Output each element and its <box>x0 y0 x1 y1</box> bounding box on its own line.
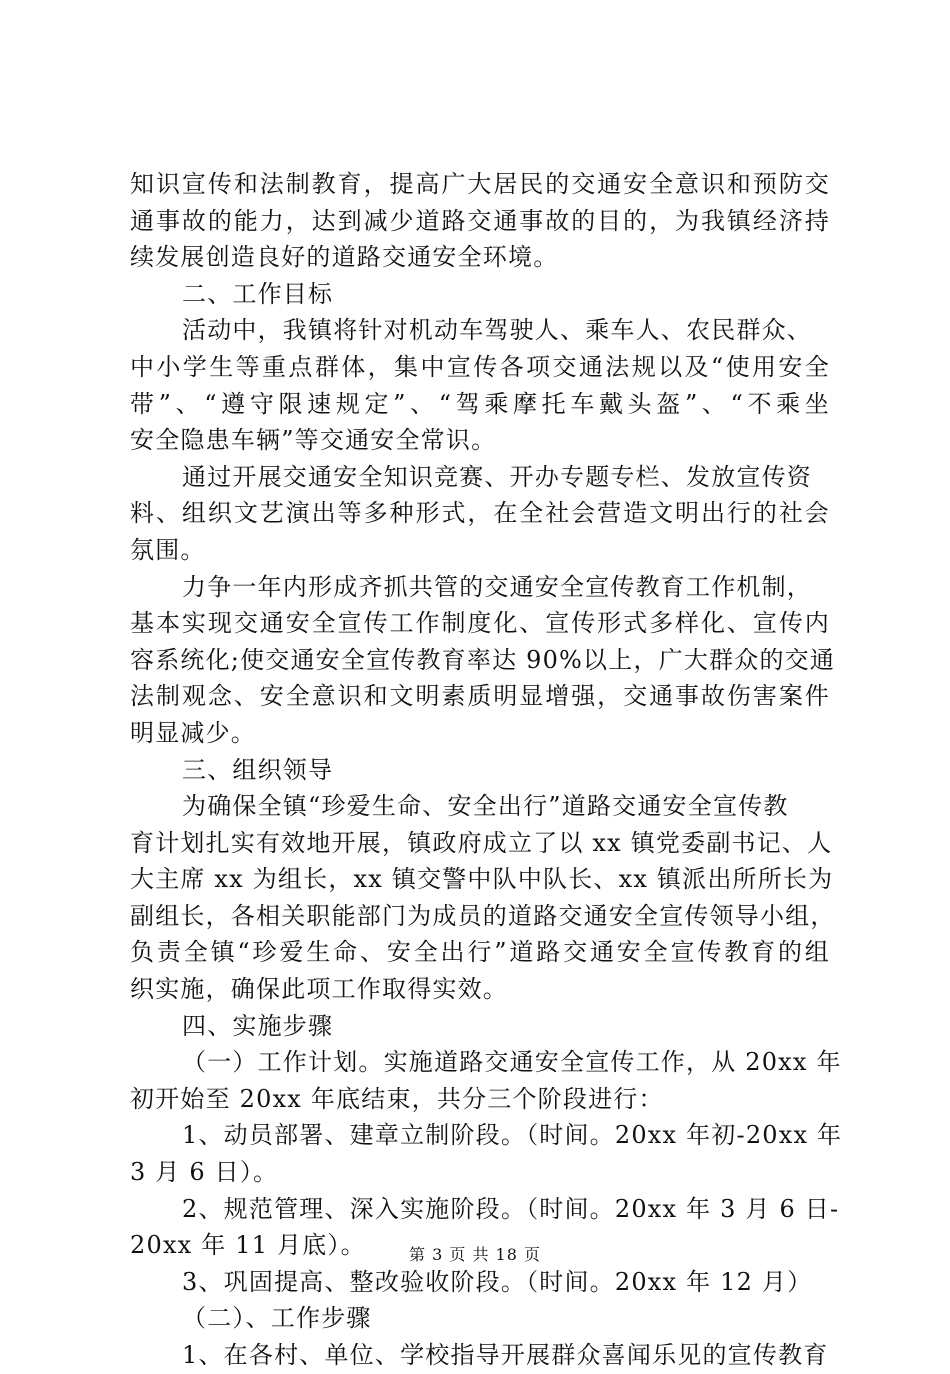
text-line: 负责全镇“珍爱生命、安全出行”道路交通安全宣传教育的组 <box>130 938 830 967</box>
section-heading: 四、实施步骤 <box>182 1011 334 1040</box>
text-line: 为确保全镇“珍爱生命、安全出行”道路交通安全宣传教 <box>182 792 789 821</box>
text-line: 明显减少。 <box>130 718 256 747</box>
text-line: 1、在各村、单位、学校指导开展群众喜闻乐见的宣传教育 <box>182 1341 829 1369</box>
page-number-footer: 第 3 页 共 18 页 <box>409 1245 541 1264</box>
text-line: 带”、“遵守限速规定”、“驾乘摩托车戴头盔”、“不乘坐 <box>130 389 830 418</box>
text-line: 力争一年内形成齐抓共管的交通安全宣传教育工作机制， <box>182 572 812 601</box>
text-line: 中小学生等重点群体，集中宣传各项交通法规以及“使用安全 <box>130 352 830 381</box>
text-line: 2、规范管理、深入实施阶段。（时间。20xx 年 3 月 6 日- <box>182 1194 840 1223</box>
text-line: 织实施，确保此项工作取得实效。 <box>130 975 508 1004</box>
text-line: 氛围。 <box>130 535 206 564</box>
text-line: 3、巩固提高、整改验收阶段。（时间。20xx 年 12 月） <box>182 1267 813 1296</box>
section-heading: 三、组织领导 <box>182 755 334 784</box>
text-line: 副组长，各相关职能部门为成员的道路交通安全宣传领导小组， <box>130 901 836 930</box>
text-line: （一）工作计划。实施道路交通安全宣传工作，从 20xx 年 <box>182 1048 842 1077</box>
text-line: 料、组织文艺演出等多种形式，在全社会营造文明出行的社会 <box>130 499 830 528</box>
text-line: 20xx 年 11 月底）。 <box>130 1231 366 1260</box>
text-line: 通事故的能力，达到减少道路交通事故的目的，为我镇经济持 <box>130 206 830 235</box>
text-line: 容系统化;使交通安全宣传教育率达 90%以上，广大群众的交通 <box>130 645 836 674</box>
text-line: 基本实现交通安全宣传工作制度化、宣传形式多样化、宣传内 <box>130 609 830 638</box>
text-line: 活动中，我镇将针对机动车驾驶人、乘车人、农民群众、 <box>182 316 812 345</box>
text-line: 3 月 6 日）。 <box>130 1158 279 1187</box>
section-heading: （二）、工作步骤 <box>182 1304 372 1333</box>
text-line: 1、动员部署、建章立制阶段。（时间。20xx 年初-20xx 年 <box>182 1121 843 1150</box>
section-heading: 二、工作目标 <box>182 279 334 308</box>
text-line: 育计划扎实有效地开展，镇政府成立了以 xx 镇党委副书记、人 <box>130 828 833 857</box>
text-line: 安全隐患车辆”等交通安全常识。 <box>130 426 497 455</box>
document-body <box>130 166 843 1374</box>
text-line: 续发展创造良好的道路交通安全环境。 <box>130 243 559 272</box>
text-line: 大主席 xx 为组长，xx 镇交警中队中队长、xx 镇派出所所长为 <box>130 865 834 894</box>
text-line: 法制观念、安全意识和文明素质明显增强，交通事故伤害案件 <box>130 682 830 711</box>
text-line: 通过开展交通安全知识竞赛、开办专题专栏、发放宣传资 <box>182 462 812 491</box>
text-line: 知识宣传和法制教育，提高广大居民的交通安全意识和预防交 <box>130 170 830 198</box>
text-line: 初开始至 20xx 年底结束，共分三个阶段进行： <box>130 1084 664 1113</box>
